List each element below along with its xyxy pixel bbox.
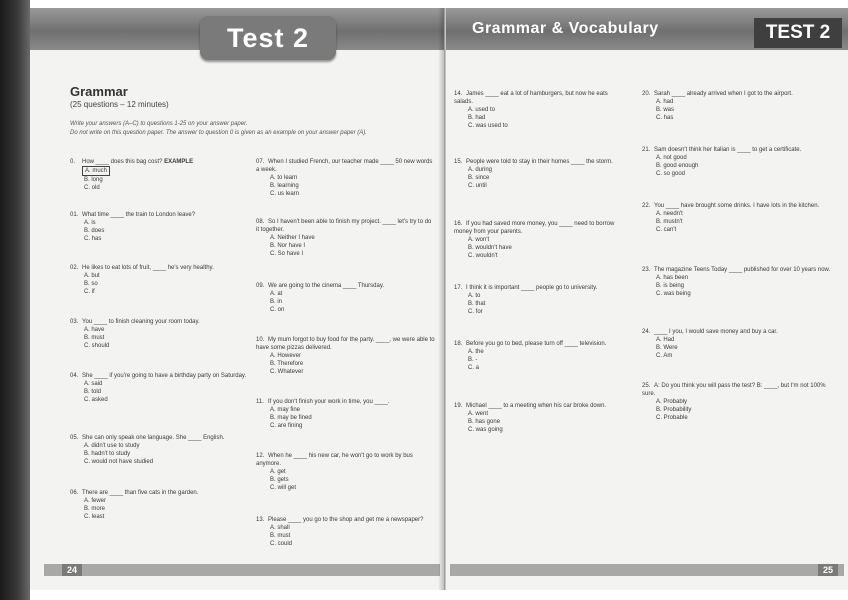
question-stem: How ____ does this bag cost? [82,159,163,165]
answer-option: C. for [468,309,483,315]
answer-option: A. but [84,273,100,279]
answer-option: C. has [656,115,674,121]
question-15 [454,158,622,190]
question-stem: We are going to the cinema ____ Thursday. [268,283,385,289]
question-number: 24. [642,329,651,335]
test-label-box [754,18,842,48]
answer-option: B. since [468,175,490,181]
answer-option: B. told [84,389,102,395]
answer-option: B. was [656,107,675,113]
left-page [30,8,445,590]
answer-option: B. must [270,533,291,539]
question-2 [70,264,250,296]
answer-option: B. learning [270,183,299,189]
question-number: 16. [454,221,463,227]
question-stem: What time ____ the train to London leave? [82,212,196,218]
question-22 [642,202,838,234]
answer-option: B. may be fined [270,415,312,421]
answer-option: C. Am [656,353,673,359]
answer-option: A. However [270,353,302,359]
test-title: Test 2 [226,23,310,53]
answer-option: C. so good [656,171,686,177]
question-17 [454,284,622,316]
question-number: 02. [70,265,79,271]
answer-option: C. if [84,289,95,295]
question-number: 23. [642,267,651,273]
question-number: 12. [256,453,265,459]
answer-option: C. a [468,365,480,371]
answer-option: B. Probability [656,407,692,413]
answer-option: C. can't [656,227,677,233]
question-number: 04. [70,373,79,379]
question-11 [256,398,436,430]
question-number: 18. [454,341,463,347]
answer-example-box: A. much [82,166,110,176]
answer-option: A. at [270,291,283,297]
question-stem: Michael ____ to a meeting when his car broke down. [466,403,607,409]
example-tag: EXAMPLE [164,159,194,165]
question-stem: You ____ have brought some drinks. I have lots in the kitchen. [654,203,820,209]
question-number: 08. [256,219,265,225]
question-8 [256,218,436,258]
right-page [446,8,848,590]
answer-option: A. to learn [270,175,298,181]
answer-option: A. Had [656,337,675,343]
answer-option: B. hadn't to study [84,451,131,457]
question-number: 20. [642,91,651,97]
answer-option: A. to [468,293,481,299]
answer-option: C. has [84,236,102,242]
answer-option: B. Were [656,345,678,351]
test-label: TEST 2 [765,22,831,43]
answer-option: C. until [468,183,487,189]
answer-option: C. was going [468,427,503,433]
instruction-line-2: Do not write on this question paper. The answer to question 0 is given as an example on your answer paper (A). [70,130,367,136]
answer-option: C. should [84,343,110,349]
answer-option: B. so [84,281,98,287]
answer-option: C. are fining [270,423,303,429]
section-subtitle: (25 questions – 12 minutes) [70,100,169,109]
question-1 [70,211,250,243]
page-number-left: 24 [62,564,82,576]
answer-option: A. has been [656,275,689,281]
question-stem: A: Do you think you will pass the test? B: ____, but I'm not 100% sure. [642,383,826,397]
question-5 [70,434,255,466]
answer-option: B. Nor have I [270,243,306,249]
question-stem: Please ____ you go to the shop and get me a newspaper? [268,517,424,523]
answer-option: C. on [270,307,285,313]
question-12 [256,452,436,492]
question-16 [454,220,622,260]
question-stem: People were told to stay in their homes ____ the storm. [466,159,613,165]
answer-option: C. would not have studied [84,459,154,465]
question-stem: Sam doesn't think her Italian is ____ to get a certificate. [654,147,802,153]
question-25 [642,382,838,422]
book-edge-shadow [0,0,30,600]
section-title: Grammar [70,84,128,99]
question-stem: There are ____ than five cats in the garden. [82,490,199,496]
question-stem: When he ____ his new car, he won't go to work by bus anymore. [256,453,413,467]
question-19 [454,402,622,434]
answer-option: A. didn't use to study [84,443,140,449]
question-6 [70,489,250,521]
question-stem: ____ I you, I would save money and buy a car. [654,329,778,335]
question-stem: I think it is important ____ people go to university. [466,285,598,291]
question-stem: You ____ to finish cleaning your room today. [82,319,200,325]
question-7 [256,158,436,198]
test-title-tab [200,16,336,60]
question-stem: James ____ eat a lot of hamburgers, but now he eats salads. [454,91,608,105]
question-3 [70,318,250,350]
answer-option: C. us learn [270,191,300,197]
answer-option: C. was used to [468,123,508,129]
answer-option: B. wouldn't have [468,245,512,251]
question-number: 0. [70,159,76,165]
question-4 [70,372,250,404]
question-number: 07. [256,159,265,165]
question-20 [642,90,838,122]
question-stem: She ____ if you're going to have a birthday party on Saturday. [82,373,247,379]
answer-option: B. is being [656,283,685,289]
answer-option: B. - [468,357,478,363]
question-number: 09. [256,283,265,289]
question-stem: My mum forgot to buy food for the party. ____, we were able to have some pizzas delivered. [256,337,435,351]
answer-option: B. long [84,177,103,183]
answer-option: A. Neither I have [270,235,315,241]
question-number: 15. [454,159,463,165]
question-number: 22. [642,203,651,209]
answer-option: B. mustn't [656,219,683,225]
answer-option: A. may fine [270,407,301,413]
question-number: 17. [454,285,463,291]
answer-option: A. used to [468,107,496,113]
question-14 [454,90,622,130]
question-stem: Before you go to bed, please turn off ____ television. [466,341,607,347]
answer-option: B. had [468,115,486,121]
answer-option: C. least [84,514,105,520]
answer-option: C. could [270,541,293,547]
answer-option: B. does [84,228,105,234]
answer-option: C. will get [270,485,297,491]
question-13 [256,516,436,548]
question-number: 01. [70,212,79,218]
answer-option: B. has gone [468,419,501,425]
answer-option: B. more [84,506,106,512]
question-stem: Sarah ____ already arrived when I got to the airport. [654,91,793,97]
right-footer-bar [450,564,844,576]
instruction-line-1: Write your answers (A–C) to questions 1-25 on your answer paper. [70,121,248,127]
question-number: 03. [70,319,79,325]
page-number-right: 25 [818,564,838,576]
question-stem: If you don't finish your work in time, you ____. [268,399,390,405]
question-18 [454,340,622,372]
answer-option: A. went [468,411,489,417]
answer-option: A. won't [468,237,490,243]
answer-option: A. had [656,99,674,105]
answer-option: C. was being [656,291,691,297]
question-number: 06. [70,490,79,496]
answer-option: A. fewer [84,498,107,504]
question-stem: When I studied French, our teacher made ____ 50 new words a week. [256,159,433,173]
left-footer-bar [44,564,440,576]
answer-option: A. is [84,220,96,226]
question-23 [642,266,838,298]
question-stem: She can only speak one language. She ____ English. [82,435,225,441]
answer-option: B. gets [270,477,289,483]
question-stem: He likes to eat lots of fruit, ____ he's very healthy. [82,265,214,271]
question-number: 05. [70,435,79,441]
question-stem: So I haven't been able to finish my project. ____ let's try to do it together. [256,219,432,233]
question-stem: If you had saved more money, you ____ need to borrow money from your parents. [454,221,615,235]
question-0 [70,158,250,192]
answer-option: A. the [468,349,484,355]
answer-option: B. in [270,299,283,305]
answer-option: C. asked [84,397,108,403]
answer-option: C. wouldn't [468,253,498,259]
answer-option: C. Probable [656,415,688,421]
answer-option: B. must [84,335,105,341]
answer-option: C. So have I [270,251,304,257]
answer-option: A. have [84,327,105,333]
question-10 [256,336,436,376]
question-number: 11. [256,399,264,405]
question-21 [642,146,838,178]
answer-option: A. get [270,469,286,475]
answer-option: B. good enough [656,163,699,169]
answer-option: A. not good [656,155,687,161]
question-number: 14. [454,91,463,97]
answer-option: B. Therefore [270,361,304,367]
answer-option: A. said [84,381,103,387]
question-number: 25. [642,383,651,389]
section-header-title: Grammar & Vocabulary [472,20,659,37]
question-9 [256,282,436,314]
answer-option: A. needn't [656,211,683,217]
question-number: 21. [642,147,651,153]
answer-option: A. Probably [656,399,688,405]
answer-option: A. during [468,167,493,173]
answer-option: B. that [468,301,486,307]
question-number: 13. [256,517,265,523]
question-stem: The magazine Teens Today ____ published for over 10 years now. [654,267,831,273]
answer-option: C. Whatever [270,369,304,375]
answer-option: C. old [84,185,100,191]
question-number: 19. [454,403,463,409]
answer-option: A. shall [270,525,290,531]
question-24 [642,328,838,360]
question-number: 10. [256,337,265,343]
